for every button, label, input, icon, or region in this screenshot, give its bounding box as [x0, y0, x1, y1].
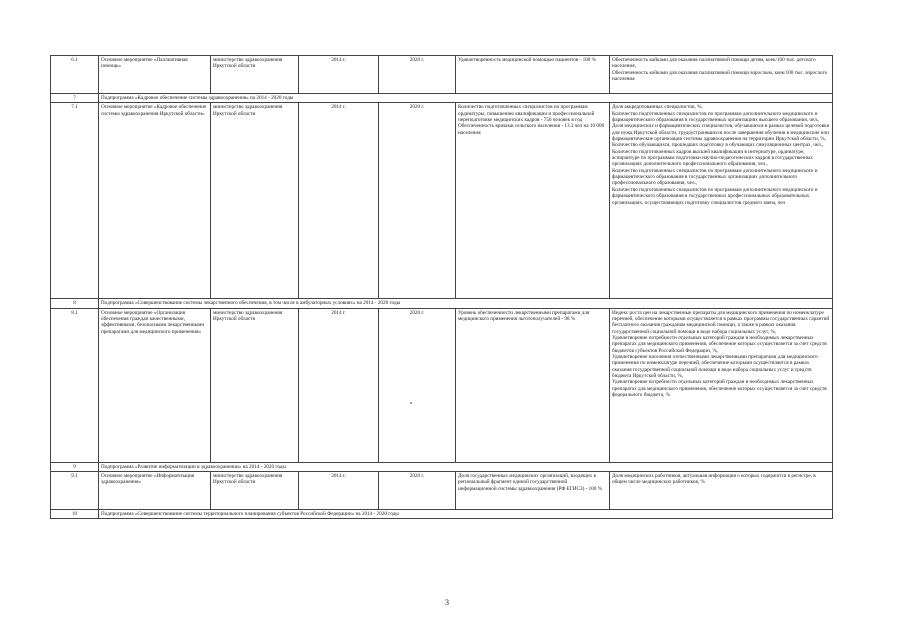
executor-cell: министерство здравоохранения Иркутской области: [211, 56, 299, 94]
target-item: Индекс роста цен на лекарственные препараты для медицинского применения по номенклатуре перечней, обеспечение которыми осуществляется в рамках программы государственных гарантий бесплатного оказания гражданам медицинской помощи, а также в рамках оказания государственной социальной помощи в виде набора социальных услуг, %,: [612, 309, 830, 335]
subprogram-row: [51, 299, 833, 308]
target-item: Количество подготовленных специалистов по программам дополнительного медицинского и фармацевтического образования в государственных организациях высшего образования, чел.,: [612, 110, 820, 124]
scan-speck: [410, 402, 412, 404]
table-row: [51, 56, 833, 94]
table-row: [51, 308, 833, 462]
start-year-cell: 2014 г.: [299, 103, 379, 299]
indicator-cell: Удовлетворенность медицинской помощью пациентов - 100 %: [456, 56, 610, 94]
targets-cell: [610, 308, 833, 462]
executor-cell: министерство здравоохранения Иркутской области: [211, 308, 299, 462]
end-year-cell: 2020 г.: [379, 103, 456, 299]
event-cell: Основное мероприятие «Кадровое обеспечение системы здравоохранения Иркутской области»: [99, 103, 211, 299]
executor-cell: министерство здравоохранения Иркутской области: [211, 472, 299, 510]
targets-cell: [610, 56, 833, 94]
indicator-item: Количество подготовленных специалистов по программам ординатуры, повышению квалификации и профессиональной переподготовке медицинских кадров - 750 человек в год: [458, 104, 595, 124]
row-number: 9: [51, 462, 99, 471]
indicator-item: Обеспеченность врачами сельского населения - 13.3 чел на 10 000 населения: [458, 123, 605, 136]
table-row: [51, 103, 833, 299]
program-table: [50, 55, 833, 519]
indicator-cell: Доля государственных медицинских организаций, входящих в региональный фрагмент единой государственной информационной системы здравоохранения (РФ ЕГИСЗ) - 100 %: [456, 472, 610, 510]
row-number: 7: [51, 94, 99, 103]
target-item: Обеспеченность койками для оказания паллиативной помощи детям, коек/100 тыс. детского населения,: [612, 57, 816, 70]
row-number: 7.1: [51, 103, 99, 299]
target-item: Удовлетворение потребности отдельных категорий граждан в необходимых лекарственных препаратах для медицинского применения, обеспечение которых осуществляется за счет средств федерального бюджета, %: [612, 379, 827, 399]
start-year-cell: 2014 г.: [299, 472, 379, 510]
end-year-cell: 2020 г.: [379, 472, 456, 510]
subprogram-row: [51, 510, 833, 519]
target-item: Доля аккредитованных специалистов, %,: [612, 104, 703, 111]
table-row: [51, 472, 833, 510]
event-cell: Основное мероприятие «Информатизация здравоохранения»: [99, 472, 211, 510]
targets-cell: [610, 472, 833, 510]
row-number: 10: [51, 510, 99, 519]
page-number: 3: [445, 598, 449, 607]
indicator-cell: Уровень обеспеченности лекарственными препаратами для медицинского применения льготополучателей - 98 %: [456, 308, 610, 462]
end-year-cell: 2020 г.: [379, 56, 456, 94]
target-item: Доля медицинских работников, актуальная информация о которых содержится в регистре, в общем числе медицинских работников, %: [612, 473, 816, 486]
target-item: Количество подготовленных специалистов по программам дополнительного медицинского и фармацевтического образования в государственных организациях дополнительного профессионального образования, чел.,: [612, 167, 818, 187]
subprogram-title: Подпрограмма «Совершенствование системы территориального планирования субъектов Российской Федерации» на 2014 - 2020 годы: [99, 510, 833, 519]
end-year-cell: 2020 г.: [379, 308, 456, 462]
target-item: Обеспеченность койками для оказания паллиативной помощи взрослым, коек/100 тыс. взрослого населения: [612, 69, 828, 83]
subprogram-title: Подпрограмма «Развитие информатизации в здравоохранении» на 2014 - 2020 годы: [99, 462, 833, 471]
start-year-cell: 2014 г.: [299, 56, 379, 94]
event-cell: Основное мероприятие «Паллиативная помощь»: [99, 56, 211, 94]
target-item: Доля медицинских и фармацевтических специалистов, обучавшихся в рамках целевой подготовки для нужд Иркутской области, трудоустроившихся после завершения обучения в медицинские или фармацевтические организации системы здравоохранения на территории Иркутской области, %,: [612, 123, 830, 143]
target-item: Удовлетворение населения отечественными лекарственными препаратами для медицинского применения по номенклатуре перечней, обеспечение которыми осуществляется в рамках оказания государственной социальной помощи в виде набора социальных услуг и средств бюджета Иркутской области, %,: [612, 354, 818, 380]
target-item: Количество обучающихся, прошедших подготовку в обучающих симуляционных центрах, чел.,: [612, 142, 824, 149]
targets-cell: [610, 103, 833, 299]
subprogram-row: [51, 462, 833, 471]
start-year-cell: 2014 г.: [299, 308, 379, 462]
subprogram-row: [51, 94, 833, 103]
target-item: Количество подготовленных специалистов по программам дополнительного медицинского и фармацевтического образования в государственных профессиональных образовательных организациях, осуществляющих подготовку специалистов среднего звена, чел: [612, 186, 818, 206]
target-item: Удовлетворение потребности отдельных категорий граждан в необходимых лекарственных препаратах для медицинского применения, обеспечение которых осуществляется за счет средств бюджетов субъектов Российской Федерации, %,: [612, 335, 827, 354]
subprogram-title: Подпрограмма «Совершенствование системы лекарственного обеспечения, в том числе в амбулаторных условиях» на 2014 - 2020 годы: [99, 299, 833, 308]
subprogram-title: Подпрограмма «Кадровое обеспечение системы здравоохранения» на 2014 - 2020 годы: [99, 94, 833, 103]
row-number: 9.1: [51, 472, 99, 510]
row-number: 6.1: [51, 56, 99, 94]
indicator-cell: [456, 103, 610, 299]
event-cell: Основное мероприятие «Организация обеспечения граждан качественными, эффективными, безопасными лекарственными препаратами для медицинского применения»: [99, 308, 211, 462]
row-number: 8.1: [51, 308, 99, 462]
row-number: 8: [51, 299, 99, 308]
target-item: Количество подготовленных кадров высшей квалификации в интернатуре, ординатуре, аспирантуре по программам подготовки научно-педагогических кадров в государственных организациях дополнительного профессионального образования, чел.,: [612, 148, 813, 168]
executor-cell: министерство здравоохранения Иркутской области: [211, 103, 299, 299]
